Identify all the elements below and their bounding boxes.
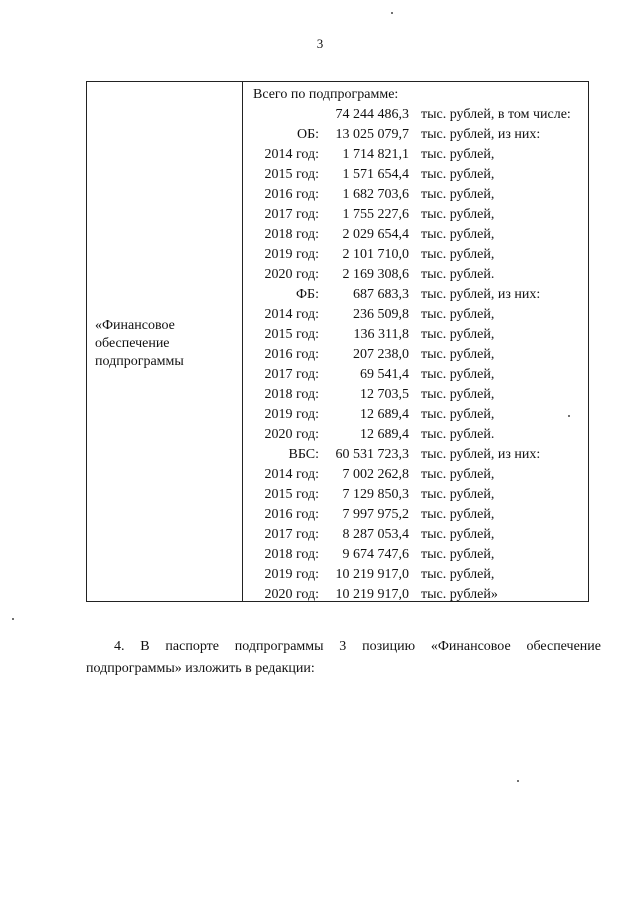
financing-row — [247, 465, 587, 485]
row-unit: тыс. рублей, — [421, 367, 495, 382]
total-title: Всего по подпрограмме: — [253, 87, 399, 102]
row-unit: тыс. рублей, из них: — [421, 127, 541, 142]
row-value: 1 682 703,6 — [342, 187, 409, 202]
financing-row — [247, 565, 587, 585]
row-value: 1 714 821,1 — [342, 147, 409, 162]
financing-row — [247, 185, 587, 205]
row-unit: тыс. рублей, — [421, 407, 495, 422]
financing-row — [247, 425, 587, 445]
row-unit: тыс. рублей, из них: — [421, 287, 541, 302]
financing-row — [247, 285, 587, 305]
row-label: ВБС: — [288, 447, 319, 462]
row-label: 2018 год: — [264, 547, 319, 562]
column-divider — [242, 82, 243, 601]
scan-speck — [568, 415, 570, 417]
financing-row — [247, 365, 587, 385]
financing-row — [247, 445, 587, 465]
row-label: 2015 год: — [264, 167, 319, 182]
row-unit: тыс. рублей. — [421, 267, 495, 282]
row-label: 2017 год: — [264, 527, 319, 542]
financing-row — [247, 205, 587, 225]
row-value: 13 025 079,7 — [335, 127, 409, 142]
financing-row — [247, 265, 587, 285]
row-value: 687 683,3 — [353, 287, 409, 302]
row-value: 10 219 917,0 — [335, 587, 409, 602]
scan-speck — [391, 12, 393, 14]
row-label: 2019 год: — [264, 567, 319, 582]
row-label: 2019 год: — [264, 407, 319, 422]
row-label: 2020 год: — [264, 267, 319, 282]
row-unit: тыс. рублей, — [421, 247, 495, 262]
row-unit: тыс. рублей, — [421, 187, 495, 202]
row-unit: тыс. рублей, — [421, 307, 495, 322]
scan-speck — [517, 780, 519, 782]
row-label: 2014 год: — [264, 307, 319, 322]
row-label: ФБ: — [296, 287, 319, 302]
row-label: 2014 год: — [264, 147, 319, 162]
financing-row — [247, 145, 587, 165]
row-value: 2 101 710,0 — [342, 247, 409, 262]
page-number: 3 — [316, 36, 324, 51]
row-value: 60 531 723,3 — [335, 447, 409, 462]
row-label: 2020 год: — [264, 427, 319, 442]
row-value: 7 129 850,3 — [342, 487, 409, 502]
row-label: 2017 год: — [264, 367, 319, 382]
financing-row — [247, 105, 587, 125]
row-value: 136 311,8 — [353, 327, 409, 342]
row-label: 2017 год: — [264, 207, 319, 222]
row-unit: тыс. рублей, — [421, 327, 495, 342]
row-value: 12 689,4 — [360, 407, 409, 422]
row-unit: тыс. рублей, — [421, 527, 495, 542]
financing-row — [247, 545, 587, 565]
row-unit: тыс. рублей, — [421, 167, 495, 182]
row-value: 2 169 308,6 — [342, 267, 409, 282]
financing-row — [247, 505, 587, 525]
row-value: 74 244 486,3 — [335, 107, 409, 122]
financing-row — [247, 305, 587, 325]
financing-row — [247, 165, 587, 185]
row-unit: тыс. рублей, — [421, 387, 495, 402]
financing-row — [247, 345, 587, 365]
row-unit: тыс. рублей. — [421, 427, 495, 442]
row-unit: тыс. рублей, — [421, 507, 495, 522]
row-unit: тыс. рублей, — [421, 227, 495, 242]
financing-row — [247, 225, 587, 245]
row-unit: тыс. рублей, — [421, 207, 495, 222]
row-value: 1 571 654,4 — [342, 167, 409, 182]
financing-table — [86, 81, 589, 602]
row-unit: тыс. рублей, — [421, 147, 495, 162]
section-label-line: подпрограммы — [95, 354, 184, 369]
row-label: 2015 год: — [264, 487, 319, 502]
financing-row — [247, 525, 587, 545]
row-unit: тыс. рублей, из них: — [421, 447, 541, 462]
row-value: 7 997 975,2 — [342, 507, 409, 522]
row-value: 12 689,4 — [360, 427, 409, 442]
row-unit: тыс. рублей, — [421, 567, 495, 582]
row-value: 7 002 262,8 — [342, 467, 409, 482]
financing-row — [247, 325, 587, 345]
financing-row — [247, 405, 587, 425]
body-paragraph — [86, 636, 601, 680]
financing-row — [247, 585, 587, 605]
row-unit: тыс. рублей, — [421, 347, 495, 362]
row-label: ОБ: — [296, 127, 319, 142]
row-label: 2014 год: — [264, 467, 319, 482]
row-unit: тыс. рублей, — [421, 487, 495, 502]
row-value: 8 287 053,4 — [342, 527, 409, 542]
row-unit: тыс. рублей, — [421, 547, 495, 562]
row-label: 2018 год: — [264, 227, 319, 242]
row-label: 2016 год: — [264, 187, 319, 202]
row-label: 2020 год: — [264, 587, 319, 602]
scan-speck — [12, 618, 14, 620]
section-label-line: «Финансовое — [95, 318, 175, 333]
row-value: 9 674 747,6 — [342, 547, 409, 562]
row-value: 2 029 654,4 — [342, 227, 409, 242]
row-unit: тыс. рублей, в том числе: — [421, 107, 571, 122]
financing-row — [247, 245, 587, 265]
row-label: 2019 год: — [264, 247, 319, 262]
row-value: 10 219 917,0 — [335, 567, 409, 582]
row-value: 236 509,8 — [353, 307, 409, 322]
row-value: 207 238,0 — [353, 347, 409, 362]
row-value: 1 755 227,6 — [342, 207, 409, 222]
row-label: 2018 год: — [264, 387, 319, 402]
paragraph-text: 4. В паспорте подпрограммы 3 позицию «Финансовое обеспечение подпрограммы» изложить в редакции: — [86, 639, 601, 676]
financing-row — [247, 485, 587, 505]
row-value: 69 541,4 — [360, 367, 409, 382]
row-label: 2016 год: — [264, 507, 319, 522]
row-label: 2016 год: — [264, 347, 319, 362]
financing-row — [247, 385, 587, 405]
row-value: 12 703,5 — [360, 387, 409, 402]
row-unit: тыс. рублей, — [421, 467, 495, 482]
section-label-line: обеспечение — [95, 336, 170, 351]
row-unit: тыс. рублей» — [421, 587, 498, 602]
section-label — [95, 317, 235, 371]
financing-row — [247, 125, 587, 145]
row-label: 2015 год: — [264, 327, 319, 342]
